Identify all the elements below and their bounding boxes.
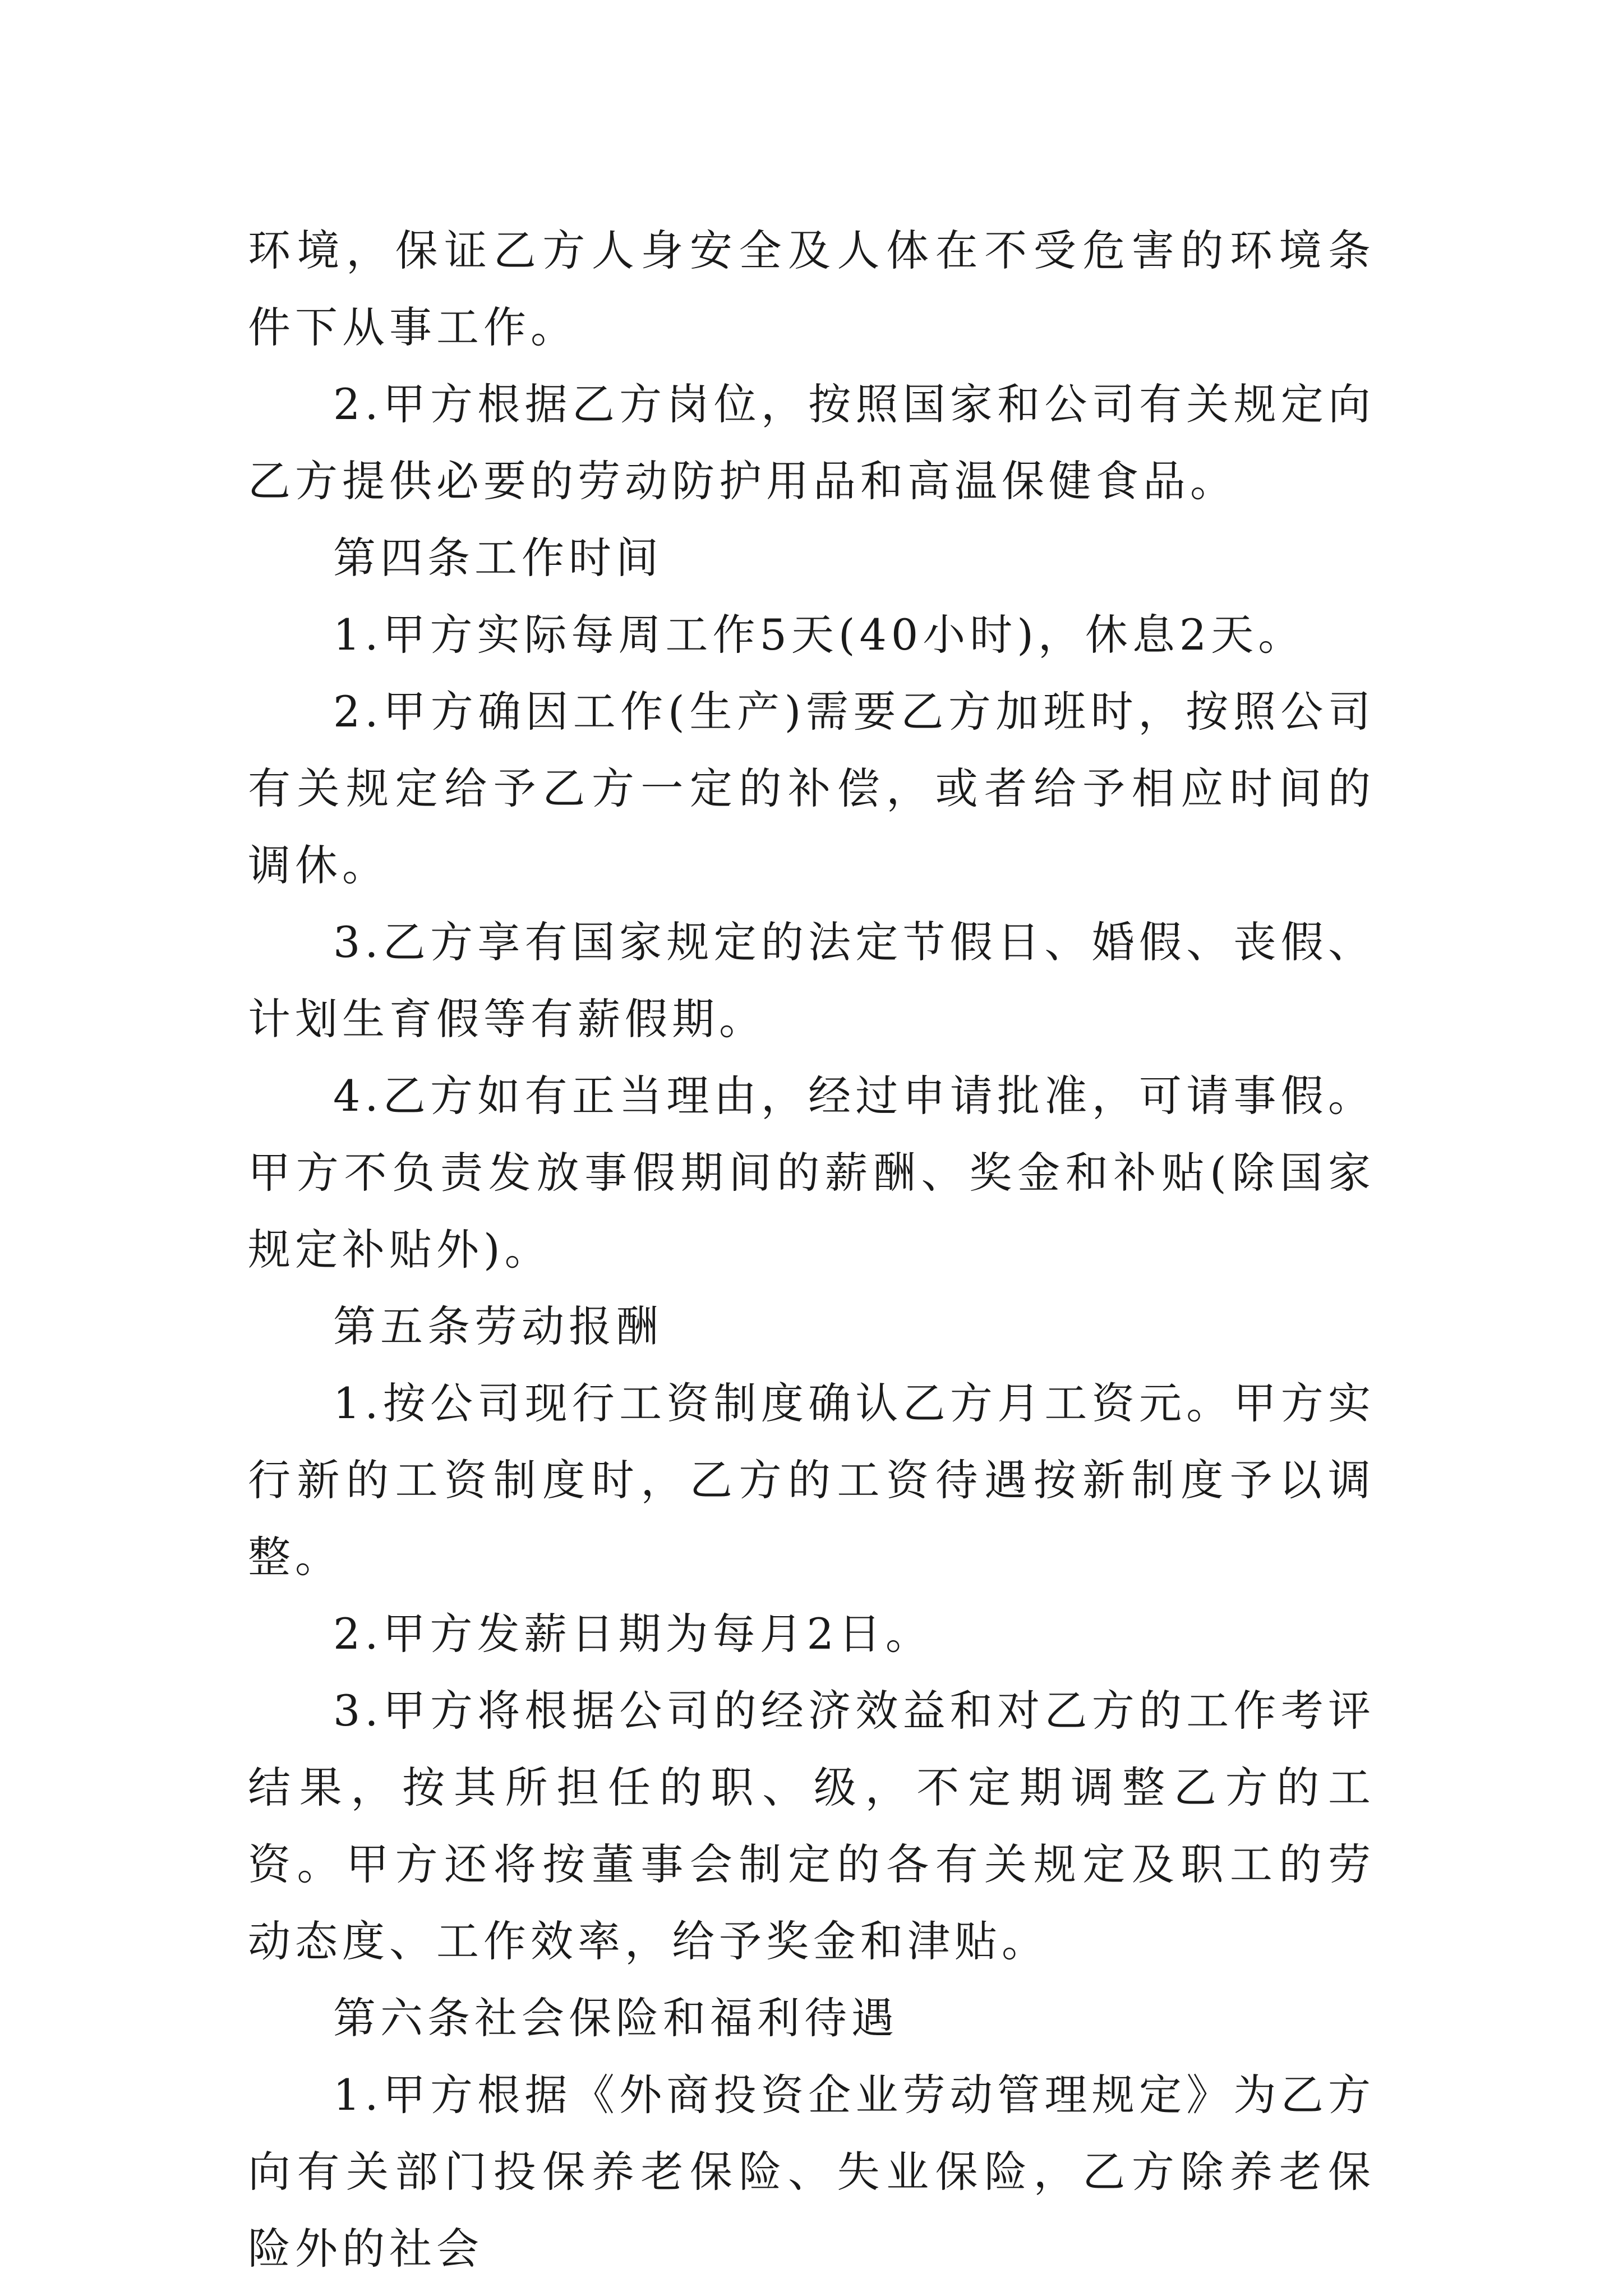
- document-body: [248, 212, 1375, 2287]
- paragraph: 4.乙方如有正当理由，经过申请批准，可请事假。甲方不负责发放事假期间的薪酬、奖金和补贴(除国家规定补贴外)。: [248, 1071, 1375, 1274]
- paragraph: 2.甲方发薪日期为每月2日。: [333, 1609, 933, 1659]
- paragraph: 3.甲方将根据公司的经济效益和对乙方的工作考评结果，按其所担任的职、级，不定期调整乙方的工资。甲方还将按董事会制定的各有关规定及职工的劳动态度、工作效率，给予奖金和津贴。: [248, 1686, 1375, 1966]
- section-heading: 第四条工作时间: [333, 533, 663, 583]
- section-heading: 第六条社会保险和福利待遇: [333, 1993, 898, 2043]
- paragraph: 2.甲方根据乙方岗位，按照国家和公司有关规定向乙方提供必要的劳动防护用品和高温保健食品。: [248, 379, 1375, 506]
- paragraph: 1.甲方实际每周工作5天(40小时)，休息2天。: [333, 610, 1306, 660]
- paragraph: 2.甲方确因工作(生产)需要乙方加班时，按照公司有关规定给予乙方一定的补偿，或者给予相应时间的调休。: [248, 687, 1375, 890]
- paragraph: 环境，保证乙方人身安全及人体在不受危害的环境条件下从事工作。: [248, 226, 1375, 352]
- paragraph: 3.乙方享有国家规定的法定节假日、婚假、丧假、计划生育假等有薪假期。: [248, 917, 1375, 1044]
- paragraph: 1.甲方根据《外商投资企业劳动管理规定》为乙方向有关部门投保养老保险、失业保险，乙方除养老保险外的社会: [248, 2070, 1375, 2274]
- paragraph: 1.按公司现行工资制度确认乙方月工资元。甲方实行新的工资制度时，乙方的工资待遇按新制度予以调整。: [248, 1378, 1375, 1582]
- section-heading: 第五条劳动报酬: [333, 1301, 663, 1351]
